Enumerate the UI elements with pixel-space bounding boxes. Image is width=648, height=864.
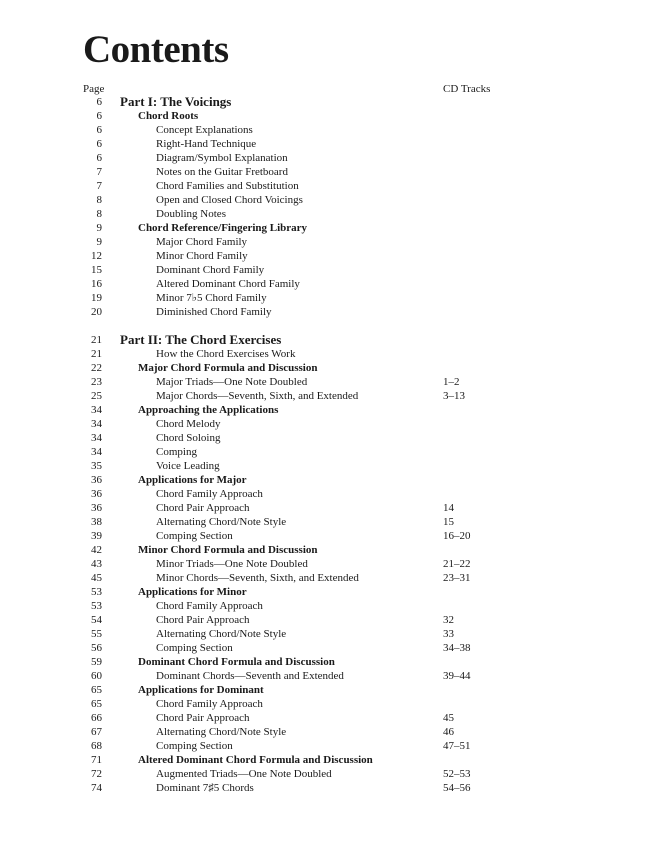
toc-entry-label: Dominant 7♯5 Chords xyxy=(156,782,254,794)
toc-cd-tracks: 39–44 xyxy=(443,670,471,682)
toc-section-entry[interactable] xyxy=(0,683,648,697)
toc-item-entry[interactable] xyxy=(0,137,648,151)
toc-cd-tracks: 52–53 xyxy=(443,768,471,780)
toc-entry-label: Chord Reference/Fingering Library xyxy=(138,222,308,234)
toc-page-number: 25 xyxy=(91,390,102,402)
toc-page-number: 43 xyxy=(91,558,102,570)
toc-section-entry[interactable] xyxy=(0,473,648,487)
toc-page-number: 8 xyxy=(96,194,102,206)
toc-page-number: 6 xyxy=(96,96,102,108)
toc-entry-label: Dominant Chord Formula and Discussion xyxy=(138,656,335,668)
toc-entry-label: Chord Pair Approach xyxy=(156,712,250,724)
toc-page-number: 12 xyxy=(91,250,102,262)
toc-entry-label: Part I: The Voicings xyxy=(120,94,232,109)
toc-item-entry[interactable] xyxy=(0,193,648,207)
toc-item-entry[interactable] xyxy=(0,235,648,249)
toc-item-entry[interactable] xyxy=(0,697,648,711)
toc-page-number: 16 xyxy=(91,278,102,290)
toc-section-entry[interactable] xyxy=(0,221,648,235)
toc-entry-label: Concept Explanations xyxy=(156,124,253,136)
toc-entry-label: Voice Leading xyxy=(156,460,220,472)
toc-page-number: 9 xyxy=(96,222,102,234)
toc-entry-label: Right-Hand Technique xyxy=(156,138,257,150)
toc-item-entry[interactable] xyxy=(0,459,648,473)
toc-item-entry[interactable] xyxy=(0,165,648,179)
toc-entry-label: Chord Pair Approach xyxy=(156,614,250,626)
toc-item-entry[interactable] xyxy=(0,557,648,571)
toc-page-number: 60 xyxy=(91,670,102,682)
toc-page-number: 21 xyxy=(91,334,102,346)
toc-page-number: 74 xyxy=(91,782,102,794)
toc-section-entry[interactable] xyxy=(0,109,648,123)
toc-cd-tracks: 33 xyxy=(443,628,454,640)
toc-page-number: 6 xyxy=(96,138,102,150)
toc-page-number: 59 xyxy=(91,656,102,668)
toc-entry-label: Minor Triads—One Note Doubled xyxy=(156,558,308,570)
toc-page-number: 7 xyxy=(96,166,102,178)
toc-item-entry[interactable] xyxy=(0,529,648,543)
toc-entry-label: Comping Section xyxy=(156,530,233,542)
toc-section-entry[interactable] xyxy=(0,403,648,417)
toc-cd-tracks: 34–38 xyxy=(443,642,471,654)
toc-page-number: 6 xyxy=(96,152,102,164)
toc-cd-tracks: 1–2 xyxy=(443,376,460,388)
toc-item-entry[interactable] xyxy=(0,739,648,753)
toc-entry-label: Doubling Notes xyxy=(156,208,226,220)
toc-item-entry[interactable] xyxy=(0,417,648,431)
toc-entry-label: Chord Family Approach xyxy=(156,600,263,612)
toc-page-number: 65 xyxy=(91,684,102,696)
toc-entry-label: Chord Family Approach xyxy=(156,488,263,500)
toc-entry-label: Comping xyxy=(156,446,197,458)
toc-item-entry[interactable] xyxy=(0,669,648,683)
toc-page-number: 66 xyxy=(91,712,102,724)
toc-item-entry[interactable] xyxy=(0,445,648,459)
toc-entry-label: Minor 7♭5 Chord Family xyxy=(156,292,267,304)
toc-item-entry[interactable] xyxy=(0,263,648,277)
toc-entry-label: How the Chord Exercises Work xyxy=(156,348,296,360)
toc-item-entry[interactable] xyxy=(0,487,648,501)
toc-entry-label: Open and Closed Chord Voicings xyxy=(156,194,303,206)
toc-page-number: 23 xyxy=(91,376,102,388)
toc-item-entry[interactable] xyxy=(0,249,648,263)
toc-cd-tracks: 54–56 xyxy=(443,782,471,794)
toc-page-number: 15 xyxy=(91,264,102,276)
toc-item-entry[interactable] xyxy=(0,347,648,361)
toc-page-number: 55 xyxy=(91,628,102,640)
toc-item-entry[interactable] xyxy=(0,179,648,193)
toc-item-entry[interactable] xyxy=(0,613,648,627)
toc-entry-label: Dominant Chords—Seventh and Extended xyxy=(156,670,344,682)
toc-part-entry[interactable] xyxy=(0,333,648,347)
toc-item-entry[interactable] xyxy=(0,151,648,165)
toc-item-entry[interactable] xyxy=(0,207,648,221)
toc-page-number: 34 xyxy=(91,404,102,416)
toc-entry-label: Chord Melody xyxy=(156,418,221,430)
toc-entry-label: Comping Section xyxy=(156,740,233,752)
toc-page-number: 39 xyxy=(91,530,102,542)
toc-page-number: 9 xyxy=(96,236,102,248)
toc-entry-label: Diagram/Symbol Explanation xyxy=(156,152,288,164)
toc-entry-label: Alternating Chord/Note Style xyxy=(156,726,287,738)
toc-item-entry[interactable] xyxy=(0,123,648,137)
toc-entry-label: Chord Soloing xyxy=(156,432,221,444)
toc-cd-tracks: 14 xyxy=(443,502,454,514)
toc-cd-tracks: 46 xyxy=(443,726,454,738)
toc-cd-tracks: 15 xyxy=(443,516,454,528)
toc-item-entry[interactable] xyxy=(0,375,648,389)
toc-entry-label: Major Chord Family xyxy=(156,236,248,248)
toc-page-number: 36 xyxy=(91,488,102,500)
toc-entry-label: Alternating Chord/Note Style xyxy=(156,516,287,528)
toc-page-number: 6 xyxy=(96,124,102,136)
toc-page-number: 8 xyxy=(96,208,102,220)
toc-entry-label: Major Chord Formula and Discussion xyxy=(138,362,318,374)
toc-entry-label: Chord Families and Substitution xyxy=(156,180,299,192)
toc-item-entry[interactable] xyxy=(0,711,648,725)
toc-entry-label: Notes on the Guitar Fretboard xyxy=(156,166,288,178)
toc-cd-tracks: 21–22 xyxy=(443,558,471,570)
toc-page-number: 21 xyxy=(91,348,102,360)
toc-page-number: 7 xyxy=(96,180,102,192)
toc-entry-label: Chord Roots xyxy=(138,110,199,122)
toc-cd-tracks: 32 xyxy=(443,614,454,626)
toc-page-number: 71 xyxy=(91,754,102,766)
toc-entry-label: Minor Chord Family xyxy=(156,250,248,262)
toc-page-number: 35 xyxy=(91,460,102,472)
toc-item-entry[interactable] xyxy=(0,725,648,739)
toc-section-entry[interactable] xyxy=(0,361,648,375)
toc-page-number: 6 xyxy=(96,110,102,122)
toc-entry-label: Part II: The Chord Exercises xyxy=(120,332,282,347)
toc-entry-label: Dominant Chord Family xyxy=(156,264,265,276)
toc-item-entry[interactable] xyxy=(0,389,648,403)
toc-entry-label: Approaching the Applications xyxy=(138,404,279,416)
toc-section-entry[interactable] xyxy=(0,543,648,557)
page-column-header: Page xyxy=(83,83,105,95)
toc-page-number: 19 xyxy=(91,292,102,304)
toc-page-number: 34 xyxy=(91,418,102,430)
toc-page-number: 65 xyxy=(91,698,102,710)
toc-entry-label: Applications for Minor xyxy=(138,586,247,598)
toc-item-entry[interactable] xyxy=(0,277,648,291)
toc-entry-label: Altered Dominant Chord Family xyxy=(156,278,300,290)
toc-entry-label: Chord Pair Approach xyxy=(156,502,250,514)
cd-tracks-column-header: CD Tracks xyxy=(443,83,491,95)
toc-entry-label: Comping Section xyxy=(156,642,233,654)
toc-entry-label: Applications for Dominant xyxy=(138,684,264,696)
toc-item-entry[interactable] xyxy=(0,599,648,613)
toc-entry-label: Major Chords—Seventh, Sixth, and Extended xyxy=(156,390,359,402)
toc-entry-label: Minor Chord Formula and Discussion xyxy=(138,544,318,556)
toc-page-number: 42 xyxy=(91,544,102,556)
toc-page-number: 36 xyxy=(91,502,102,514)
page-title: Contents xyxy=(83,28,229,71)
toc-page-number: 20 xyxy=(91,306,102,318)
toc-page-number: 34 xyxy=(91,432,102,444)
toc-cd-tracks: 47–51 xyxy=(443,740,471,752)
toc-item-entry[interactable] xyxy=(0,431,648,445)
toc-item-entry[interactable] xyxy=(0,627,648,641)
toc-entry-label: Chord Family Approach xyxy=(156,698,263,710)
toc-section-entry[interactable] xyxy=(0,585,648,599)
toc-page-number: 53 xyxy=(91,600,102,612)
table-of-contents xyxy=(0,95,648,795)
toc-page-number: 67 xyxy=(91,726,102,738)
toc-item-entry[interactable] xyxy=(0,305,648,319)
toc-entry-label: Alternating Chord/Note Style xyxy=(156,628,287,640)
toc-section-entry[interactable] xyxy=(0,655,648,669)
toc-entry-label: Applications for Major xyxy=(138,474,247,486)
toc-cd-tracks: 16–20 xyxy=(443,530,471,542)
toc-cd-tracks: 45 xyxy=(443,712,454,724)
toc-item-entry[interactable] xyxy=(0,767,648,781)
toc-page-number: 22 xyxy=(91,362,102,374)
toc-spacer xyxy=(0,319,648,333)
toc-page-number: 36 xyxy=(91,474,102,486)
toc-part-entry[interactable] xyxy=(0,95,648,109)
toc-item-entry[interactable] xyxy=(0,515,648,529)
toc-page-number: 38 xyxy=(91,516,102,528)
toc-section-entry[interactable] xyxy=(0,753,648,767)
toc-page-number: 68 xyxy=(91,740,102,752)
toc-page-number: 53 xyxy=(91,586,102,598)
toc-page-number: 56 xyxy=(91,642,102,654)
toc-page-number: 54 xyxy=(91,614,102,626)
toc-item-entry[interactable] xyxy=(0,641,648,655)
toc-item-entry[interactable] xyxy=(0,781,648,795)
toc-page-number: 72 xyxy=(91,768,102,780)
toc-item-entry[interactable] xyxy=(0,571,648,585)
toc-page-number: 45 xyxy=(91,572,102,584)
toc-cd-tracks: 3–13 xyxy=(443,390,465,402)
toc-item-entry[interactable] xyxy=(0,501,648,515)
toc-entry-label: Augmented Triads—One Note Doubled xyxy=(156,768,332,780)
toc-entry-label: Altered Dominant Chord Formula and Discussion xyxy=(138,754,373,766)
toc-item-entry[interactable] xyxy=(0,291,648,305)
toc-entry-label: Diminished Chord Family xyxy=(156,306,272,318)
toc-page-number: 34 xyxy=(91,446,102,458)
toc-entry-label: Minor Chords—Seventh, Sixth, and Extended xyxy=(156,572,359,584)
toc-cd-tracks: 23–31 xyxy=(443,572,471,584)
toc-entry-label: Major Triads—One Note Doubled xyxy=(156,376,308,388)
